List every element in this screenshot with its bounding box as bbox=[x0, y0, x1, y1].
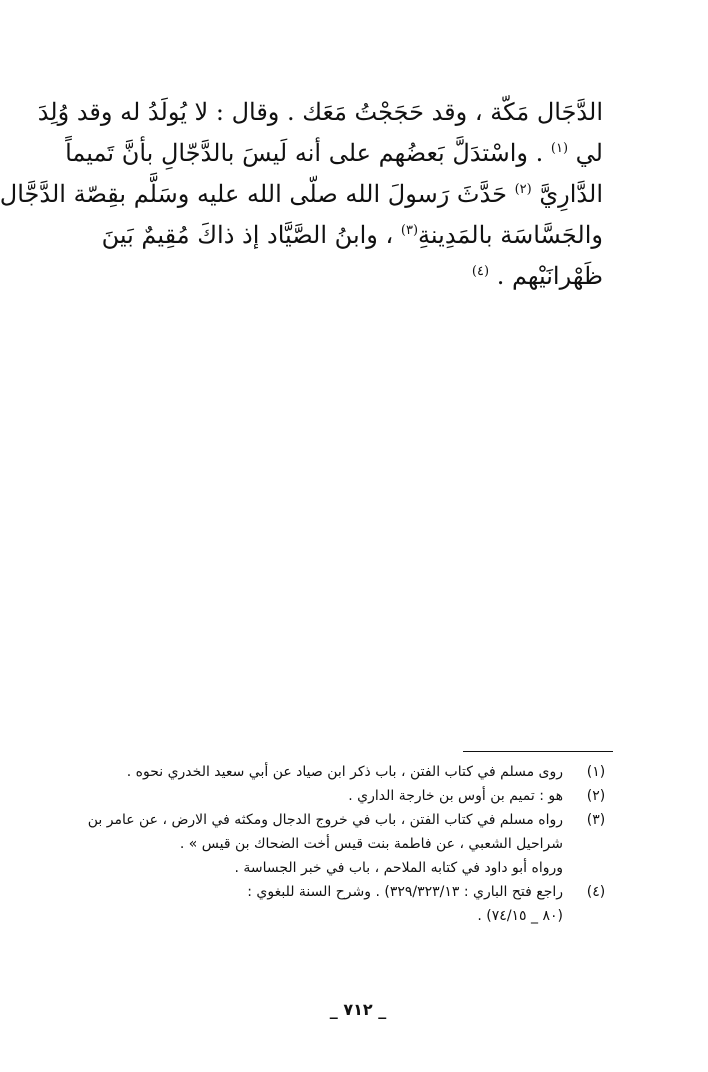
text-line: الدَّارِيَّ $^{(٢)}$ حَدَّثَ رَسولَ الله صلّى الله عليه وسَلَّم بقِصّة الدَّجَّال bbox=[0, 180, 603, 208]
footnote-line: ورواه أبو داود في كتابه الملاحم ، باب في خبر الجساسة . bbox=[234, 860, 563, 876]
footnote-number: (١) bbox=[586, 764, 606, 780]
footnotes bbox=[87, 760, 606, 928]
footnote-ref-2[interactable]: (٢) bbox=[514, 182, 532, 197]
footnote-line: هو : تميم بن أوس بن خارجة الداري . bbox=[348, 788, 563, 804]
text-line: ظَهْرانَيْهم . $^{(٤)}$ bbox=[471, 262, 603, 290]
footnote-line: (٨٠ _ ٧٤/١٥) . bbox=[477, 908, 563, 924]
footnote-divider bbox=[463, 751, 613, 752]
footnote-ref-3[interactable]: (٣) bbox=[400, 223, 419, 238]
footnote-line: راجع فتح الباري : ٣٢٩/٣٢٣/١٣) . وشرح السنة للبغوي : bbox=[247, 884, 563, 900]
footnote-ref-4[interactable]: (٤) bbox=[471, 264, 490, 279]
footnote-2 bbox=[108, 784, 606, 808]
main-text bbox=[0, 92, 603, 297]
text-line: الدَّجَال مَكّة ، وقد حَجَجْتُ مَعَك . وقال : لا يُولَدُ له وقد وُلِدَ bbox=[37, 98, 603, 126]
footnote-number: (٢) bbox=[586, 788, 606, 804]
footnote-line: روى مسلم في كتاب الفتن ، باب ذكر ابن صياد عن أبي سعيد الخدري نحوه . bbox=[126, 764, 563, 780]
page-number: _ ٧١٢ _ bbox=[329, 1000, 387, 1019]
footnote-line: شراحيل الشعبي ، عن فاطمة بنت قيس أخت الضحاك بن قيس » . bbox=[179, 836, 563, 852]
text-line: لي $^{(١)}$ . واسْتدَلَّ بَعضُهم على أنه لَيسَ بالدَّجّالِ بأنَّ تَميماً bbox=[65, 139, 603, 167]
footnote-4 bbox=[108, 880, 606, 928]
footnote-1 bbox=[108, 760, 606, 784]
footnote-line: رواه مسلم في كتاب الفتن ، باب في خروج الدجال ومكثه في الارض ، عن عامر بن bbox=[87, 812, 563, 828]
text-line: والجَسَّاسَة بالمَدِينةِ$^{(٣)}$ ، وابنُ الصَّيَّاد إذ ذاكَ مُقِيمٌ بَينَ bbox=[101, 221, 603, 249]
footnote-number: (٣) bbox=[586, 812, 606, 828]
footnote-number: (٤) bbox=[586, 884, 606, 900]
footnote-ref-1[interactable]: (١) bbox=[550, 141, 569, 156]
footnote-3 bbox=[87, 808, 606, 880]
